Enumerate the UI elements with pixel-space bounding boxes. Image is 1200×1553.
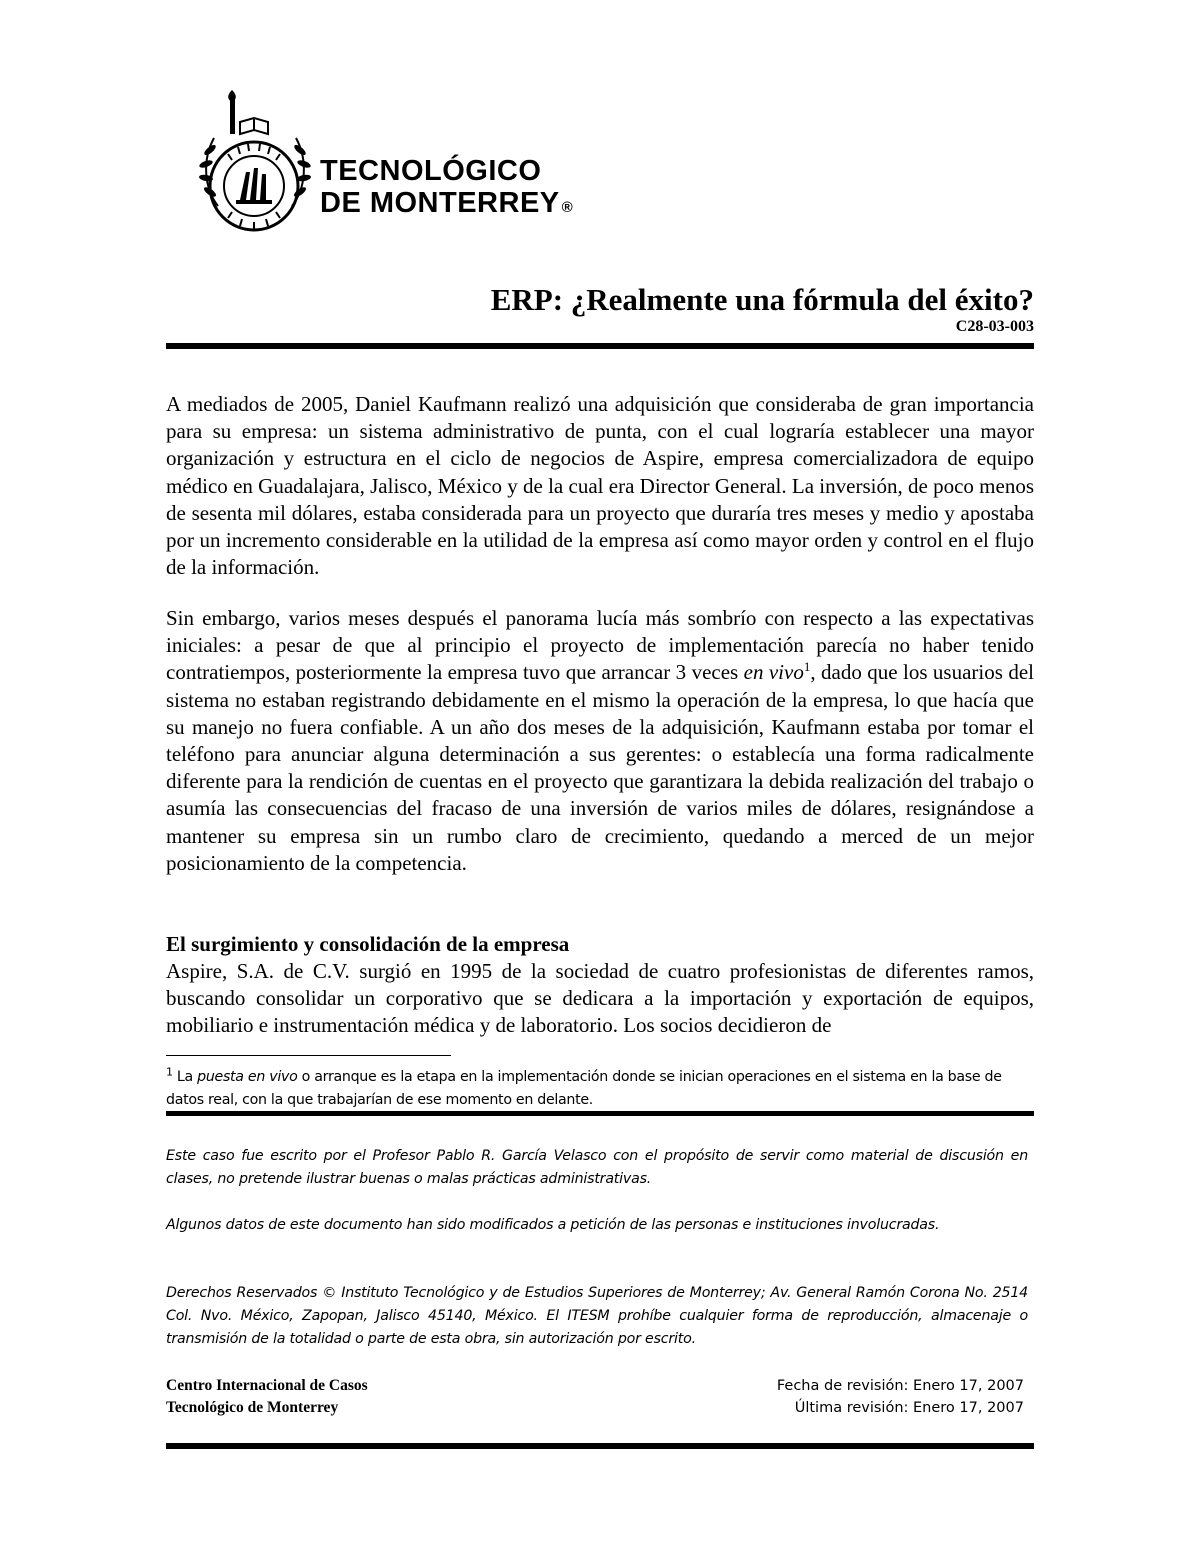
paragraph-2 — [166, 605, 1034, 877]
institution-logo — [196, 88, 596, 238]
registered-mark: ® — [561, 199, 574, 216]
document-title: ERP: ¿Realmente una fórmula del éxito? — [490, 282, 1034, 317]
footnote-rule — [166, 1055, 451, 1056]
footer-centro-line2: Tecnológico de Monterrey — [166, 1399, 339, 1416]
last-revision-date: Última revisión: Enero 17, 2007 — [794, 1400, 1024, 1416]
footnote — [166, 1066, 1034, 1112]
paragraph-2-text-b: , dado que los usuarios del sistema no estaban registrando debidamente en el mismo la operación de la empresa, lo que hacía que su manejo no fuera confiable. A un año dos meses de la adquisición, Kaufmann estaba por tomar el teléfono para anunciar alguna determinación a sus gerentes: o establecía una forma radicalmente diferente para la rendición de cuentas en el proyecto que garantizara la debida realización del trabajo o asumía las consecuencias del fracaso de una inversión de varios miles de dólares, resignándose a mantener su empresa sin un rumbo claro de crecimiento, quedando a merced de un mejor posicionamiento de la competencia. — [166, 660, 1034, 875]
top-rule — [166, 343, 1034, 349]
logo-text-line2-label: DE MONTERREY — [320, 187, 560, 219]
paragraph-2-italic: en vivo — [743, 660, 804, 685]
paragraph-2-text-a: Sin embargo, varios meses después el panorama lucía más sombrío con respecto a las expectativas iniciales: a pesar de que al principio el proyecto de implementación parecía no haber tenido contratiempos, posteriormente la empresa tuvo que arrancar 3 veces — [166, 606, 1034, 685]
middle-rule — [166, 1111, 1034, 1116]
footnote-marker: 1 — [166, 1065, 173, 1079]
footnote-text-a: La — [172, 1069, 198, 1085]
logo-text-line1: TECNOLÓGICO — [320, 155, 542, 187]
seal-icon — [196, 88, 314, 238]
bottom-rule — [166, 1443, 1034, 1449]
footnote-italic: puesta en vivo — [197, 1069, 298, 1085]
logo-text-line2 — [320, 188, 573, 223]
paragraph-3: Aspire, S.A. de C.V. surgió en 1995 de la sociedad de cuatro profesionistas de diferentes ramos, buscando consolidar un corporativo que se dedicara a la importación y exportación de equipos, mobiliario e instrumentación médica y de laboratorio. Los socios decidieron de — [166, 959, 1034, 1038]
footnote-text-b: o arranque es la etapa en la implementación donde se inician operaciones en el sistema en la base de datos real, con la que trabajarían de ese momento en delante. — [166, 1069, 1002, 1108]
authorship-note: Este caso fue escrito por el Profesor Pablo R. García Velasco con el propósito de servir como material de discusión en clases, no pretende ilustrar buenas o malas prácticas administrativas. — [166, 1148, 1028, 1187]
document-code: C28-03-003 — [955, 318, 1034, 335]
footnote-reference: 1 — [803, 659, 811, 675]
data-modification-note: Algunos datos de este documento han sido modificados a petición de las personas e instituciones involucradas. — [166, 1217, 940, 1233]
copyright-note: Derechos Reservados © Instituto Tecnológico y de Estudios Superiores de Monterrey; Av. General Ramón Corona No. 2514 Col. Nvo. México, Zapopan, Jalisco 45140, México. El ITESM prohíbe cualquier forma de reproducción, almacenaje o transmisión de la totalidad o parte de esta obra, sin autorización por escrito. — [166, 1285, 1028, 1347]
section-heading: El surgimiento y consolidación de la empresa — [166, 932, 570, 956]
paragraph-1: A mediados de 2005, Daniel Kaufmann realizó una adquisición que consideraba de gran importancia para su empresa: un sistema administrativo de punta, con el cual lograría establecer una mayor organización y estructura en el ciclo de negocios de Aspire, empresa comercializadora de equipo médico en Guadalajara, Jalisco, México y de la cual era Director General. La inversión, de poco menos de sesenta mil dólares, estaba considerada para un proyecto que duraría tres meses y medio y apostaba por un incremento considerable en la utilidad de la empresa así como mayor orden y control en el flujo de la información. — [166, 392, 1034, 580]
footer-centro-line1: Centro Internacional de Casos — [166, 1377, 368, 1394]
revision-date: Fecha de revisión: Enero 17, 2007 — [776, 1378, 1024, 1394]
